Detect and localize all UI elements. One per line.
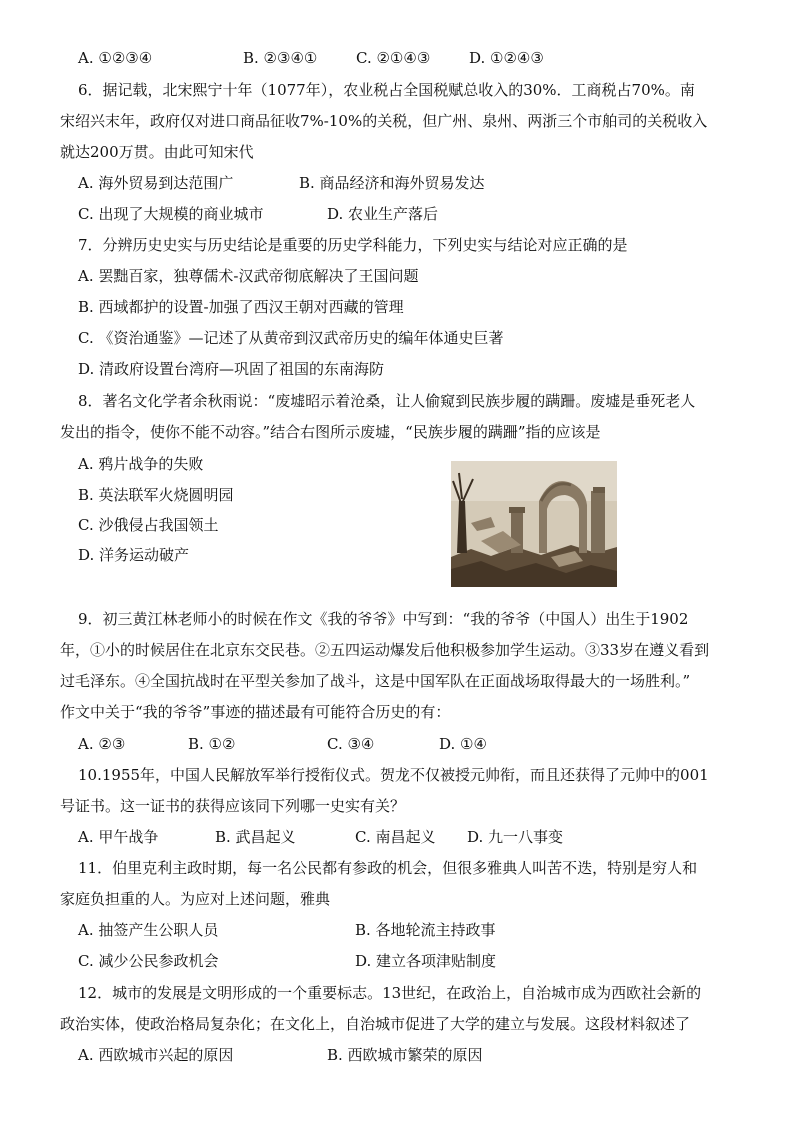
q8-option-d[interactable]: D. 洋务运动破产 (78, 546, 190, 564)
q8-option-c[interactable]: C. 沙俄侵占我国领土 (78, 516, 219, 534)
q6-stem-line-2: 宋绍兴末年，政府仅对进口商品征收7%-10%的关税，但广州、泉州、两浙三个市舶司的关税收入 (60, 112, 708, 130)
q10-option-c[interactable]: C. 南昌起义 (355, 828, 436, 846)
q8-option-b[interactable]: B. 英法联军火烧圆明园 (78, 486, 234, 504)
q9-stem-line-4: 作文中关于“我的爷爷”事迹的描述最有可能符合历史的有： (60, 703, 451, 721)
q8-stem-line-2: 发出的指令，使你不能不动容。”结合右图所示废墟，“民族步履的蹒跚”指的应该是 (60, 423, 601, 441)
q6-option-d[interactable]: D. 农业生产落后 (327, 205, 439, 223)
q11-option-a[interactable]: A. 抽签产生公职人员 (78, 921, 219, 939)
q12-option-b[interactable]: B. 西欧城市繁荣的原因 (327, 1046, 483, 1064)
q12-stem-line-1: 12．城市的发展是文明形成的一个重要标志。13世纪，在政治上，自治城市成为西欧社会新的 (78, 984, 702, 1002)
q11-option-d[interactable]: D. 建立各项津贴制度 (355, 952, 497, 970)
q10-option-d[interactable]: D. 九一八事变 (467, 828, 564, 846)
q9-option-d[interactable]: D. ①④ (439, 735, 487, 753)
q11-option-c[interactable]: C. 减少公民参政机会 (78, 952, 219, 970)
q7-option-b[interactable]: B. 西域都护的设置-加强了西汉王朝对西藏的管理 (78, 298, 404, 316)
q7-option-c[interactable]: C. 《资治通鉴》—记述了从黄帝到汉武帝历史的编年体通史巨著 (78, 329, 504, 347)
q12-stem-line-2: 政治实体，使政治格局复杂化；在文化上，自治城市促进了大学的建立与发展。这段材料叙述了 (60, 1015, 691, 1033)
q5-option-b[interactable]: B. ②③④① (243, 49, 318, 67)
q11-stem-line-1: 11．伯里克利主政时期，每一名公民都有参政的机会，但很多雅典人叫苦不迭，特别是穷人和 (78, 859, 698, 877)
q5-option-c[interactable]: C. ②①④③ (356, 49, 431, 67)
q11-option-b[interactable]: B. 各地轮流主持政事 (355, 921, 496, 939)
q6-stem-line-1: 6．据记载，北宋熙宁十年（1077年），农业税占全国税赋总收入的30%．工商税占70%。南 (78, 81, 695, 99)
q7-stem-line-1: 7．分辨历史史实与历史结论是重要的历史学科能力，下列史实与结论对应正确的是 (78, 236, 628, 254)
q6-option-c[interactable]: C. 出现了大规模的商业城市 (78, 205, 264, 223)
q5-option-a[interactable]: A. ①②③④ (78, 49, 153, 67)
q9-option-c[interactable]: C. ③④ (327, 735, 375, 753)
q10-stem-line-1: 10.1955年，中国人民解放军举行授衔仪式。贺龙不仅被授元帅衔，而且还获得了元帅中的001 (78, 766, 709, 784)
ruins-photo (451, 461, 617, 587)
q5-option-d[interactable]: D. ①②④③ (469, 49, 544, 67)
q10-option-a[interactable]: A. 甲午战争 (78, 828, 159, 846)
q8-option-a[interactable]: A. 鸦片战争的失败 (78, 455, 204, 473)
q6-option-b[interactable]: B. 商品经济和海外贸易发达 (299, 174, 485, 192)
q9-option-a[interactable]: A. ②③ (78, 735, 126, 753)
q6-stem-line-3: 就达200万贯。由此可知宋代 (60, 143, 254, 161)
q9-option-b[interactable]: B. ①② (188, 735, 236, 753)
q7-option-a[interactable]: A. 罢黜百家，独尊儒术-汉武帝彻底解决了王国问题 (78, 267, 419, 285)
q8-stem-line-1: 8．著名文化学者余秋雨说：“废墟昭示着沧桑，让人偷窥到民族步履的蹒跚。废墟是垂死老人 (78, 392, 696, 410)
q10-stem-line-2: 号证书。这一证书的获得应该同下列哪一史实有关？ (60, 797, 406, 815)
q9-stem-line-3: 过毛泽东。④全国抗战时在平型关参加了战斗，这是中国军队在正面战场取得最大的一场胜利。” (60, 672, 691, 690)
q10-option-b[interactable]: B. 武昌起义 (215, 828, 296, 846)
q12-option-a[interactable]: A. 西欧城市兴起的原因 (78, 1046, 234, 1064)
q9-stem-line-1: 9．初三黄江林老师小的时候在作文《我的爷爷》中写到：“我的爷爷（中国人）出生于1902 (78, 610, 689, 628)
q7-option-d[interactable]: D. 清政府设置台湾府—巩固了祖国的东南海防 (78, 360, 385, 378)
ruins-photo-icon (451, 461, 617, 587)
q9-stem-line-2: 年，①小的时候居住在北京东交民巷。②五四运动爆发后他积极参加学生运动。③33岁在遵义看到 (60, 641, 710, 659)
q6-option-a[interactable]: A. 海外贸易到达范围广 (78, 174, 234, 192)
q11-stem-line-2: 家庭负担重的人。为应对上述问题，雅典 (60, 890, 331, 908)
